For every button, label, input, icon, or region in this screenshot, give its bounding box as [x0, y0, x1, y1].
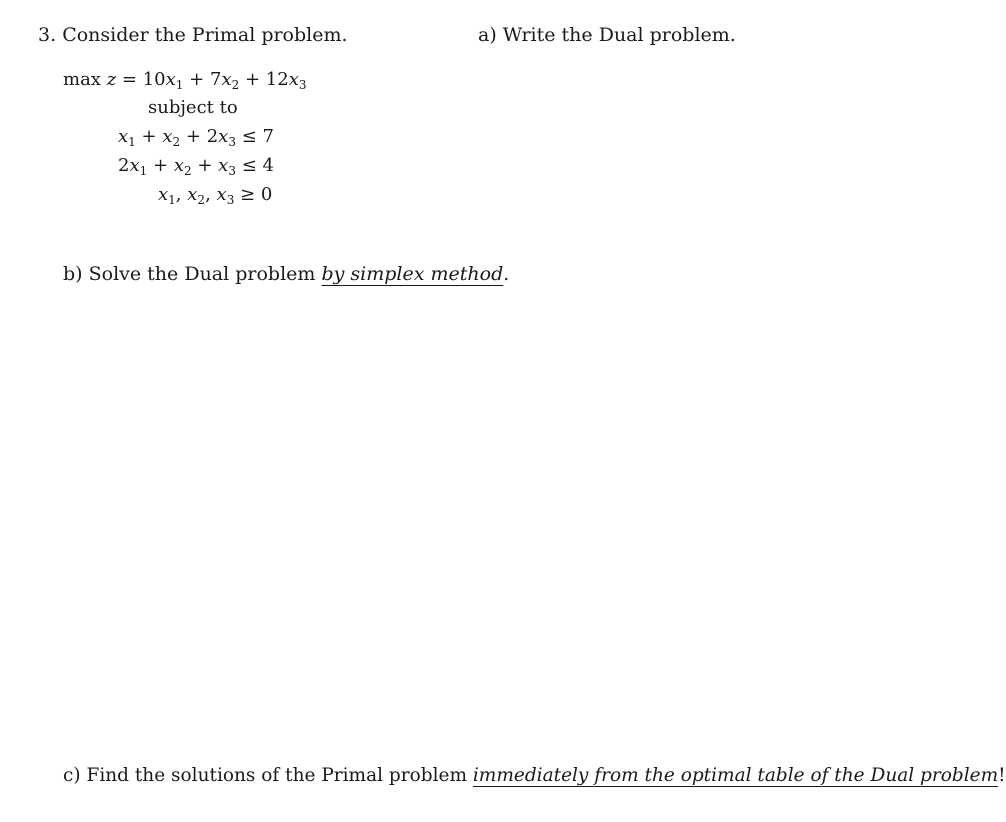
c2-rhs: ≤ 4 [241, 155, 274, 176]
c1-sub-2: 2 [172, 135, 181, 149]
c1-var-1: x [118, 126, 129, 147]
c1-op-2: + 2 [185, 126, 219, 147]
c2-sub-3: 3 [228, 164, 236, 178]
c3-var-2: x [187, 184, 198, 205]
objective-var-3: x [288, 69, 299, 90]
c2-sub-2: 2 [183, 164, 192, 178]
c3-rhs: ≥ 0 [240, 184, 273, 205]
objective-prefix: max [63, 69, 101, 90]
c2-sub-1: 1 [139, 164, 148, 178]
problem-number: 3. [38, 24, 57, 46]
objective-sub-1: 1 [175, 78, 184, 92]
part-a-label: a) [478, 24, 497, 46]
c3-comma-2: , [205, 184, 211, 205]
c3-comma-1: , [175, 184, 182, 205]
objective-sub-2: 2 [231, 78, 240, 92]
objective-var: z [106, 69, 117, 90]
c3-sub-2: 2 [197, 193, 206, 207]
c2-var-3: x [218, 155, 229, 176]
subject-to-label: subject to [148, 97, 238, 118]
c2-var-1: x [129, 155, 140, 176]
part-c-text: Find the solutions of the Primal problem [86, 765, 467, 786]
part-b-end: . [503, 263, 510, 285]
objective-var-1: x [165, 69, 176, 90]
c1-var-3: x [218, 126, 229, 147]
constraint-1 [118, 126, 274, 148]
objective-coef-2: + 7 [189, 69, 222, 90]
c2-op-1: + [152, 155, 169, 176]
c2-coef-1: 2 [118, 155, 130, 176]
part-c-label: c) [63, 765, 81, 786]
c2-op-2: + [197, 155, 213, 176]
c1-var-2: x [162, 126, 173, 147]
objective-var-2: x [221, 69, 232, 90]
objective-coef-1: 10 [142, 69, 166, 90]
part-b-label: b) [63, 263, 83, 285]
part-a [478, 24, 736, 46]
c1-sub-3: 3 [228, 135, 236, 149]
c1-sub-1: 1 [128, 135, 136, 149]
nonnegativity-constraint [158, 184, 272, 206]
objective-sub-3: 3 [298, 78, 307, 92]
c3-sub-3: 3 [226, 193, 235, 207]
c2-var-2: x [173, 155, 184, 176]
c3-sub-1: 1 [168, 193, 176, 207]
c3-var-3: x [216, 184, 227, 205]
part-a-text: Write the Dual problem. [502, 24, 736, 46]
part-b-text: Solve the Dual problem [88, 263, 316, 285]
c1-rhs: ≤ 7 [241, 126, 274, 147]
part-c [63, 765, 1006, 787]
problem-heading [38, 24, 348, 46]
part-b-emphasis: by simplex method [321, 263, 504, 285]
objective-coef-3: + 12 [244, 69, 289, 90]
objective-function [63, 69, 306, 91]
c3-var-1: x [158, 184, 169, 205]
c1-op-1: + [141, 126, 157, 147]
objective-eq: = [121, 69, 137, 90]
constraint-2 [118, 155, 274, 177]
part-c-end: ! [998, 765, 1006, 786]
problem-statement: Consider the Primal problem. [62, 24, 348, 46]
part-c-emphasis: immediately from the optimal table of the Dual problem [472, 765, 999, 786]
part-b [63, 263, 509, 285]
